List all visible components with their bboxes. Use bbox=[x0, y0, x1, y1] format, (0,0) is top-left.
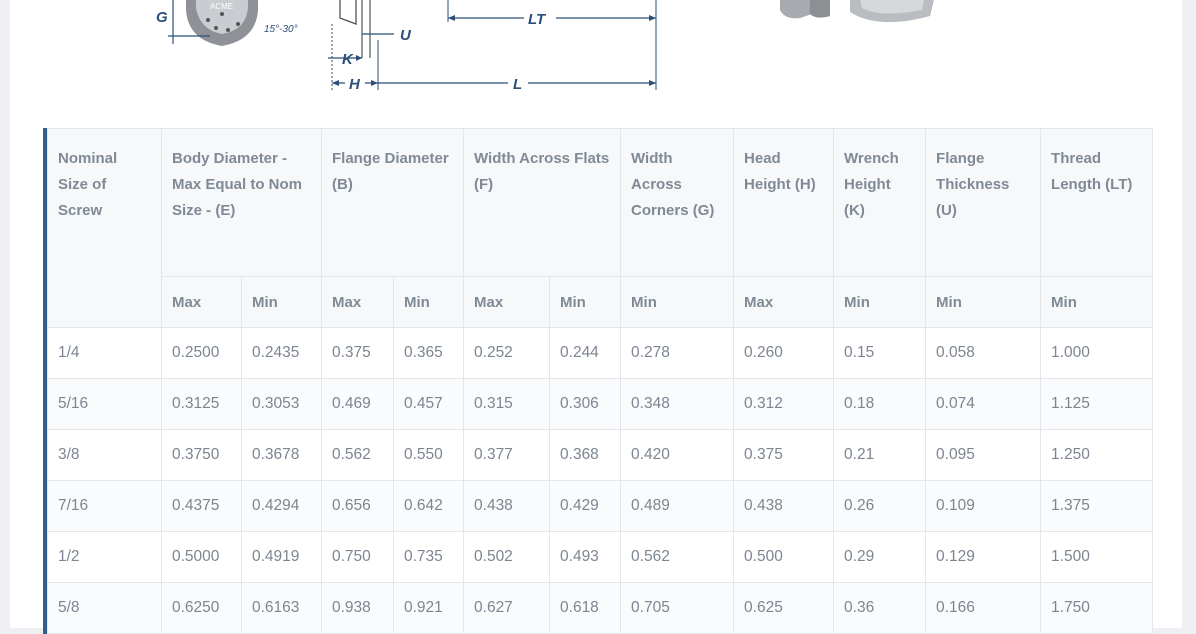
table-cell: 0.656 bbox=[322, 481, 394, 532]
table-cell: 0.368 bbox=[550, 430, 621, 481]
column-subheader: Min bbox=[834, 277, 926, 328]
nominal-size-cell: 5/8 bbox=[48, 583, 162, 634]
table-cell: 0.058 bbox=[926, 328, 1041, 379]
table-cell: 0.420 bbox=[621, 430, 734, 481]
table-cell: 0.438 bbox=[464, 481, 550, 532]
table-cell: 1.500 bbox=[1041, 532, 1153, 583]
table-cell: 0.6250 bbox=[162, 583, 242, 634]
label-l: L bbox=[513, 76, 523, 93]
column-subheader: Min bbox=[394, 277, 464, 328]
table-cell: 1.375 bbox=[1041, 481, 1153, 532]
table-cell: 0.260 bbox=[734, 328, 834, 379]
screw-photo bbox=[780, 0, 934, 22]
label-k: K bbox=[342, 51, 353, 68]
table-cell: 0.377 bbox=[464, 430, 550, 481]
column-header: Wrench Height (K) bbox=[834, 129, 926, 277]
table-cell: 0.4919 bbox=[242, 532, 322, 583]
table-cell: 0.348 bbox=[621, 379, 734, 430]
page bbox=[10, 0, 1182, 628]
column-subheader: Max bbox=[322, 277, 394, 328]
nominal-size-cell: 7/16 bbox=[48, 481, 162, 532]
dimension-lt bbox=[448, 0, 656, 28]
nominal-size-cell: 5/16 bbox=[48, 379, 162, 430]
table-cell: 0.3678 bbox=[242, 430, 322, 481]
table-cell: 0.493 bbox=[550, 532, 621, 583]
table-cell: 0.625 bbox=[734, 583, 834, 634]
column-header: Body Diameter - Max Equal to Nom Size - (E) bbox=[162, 129, 322, 277]
table-cell: 0.306 bbox=[550, 379, 621, 430]
table-cell: 1.000 bbox=[1041, 328, 1153, 379]
table-cell: 0.750 bbox=[322, 532, 394, 583]
table-cell: 0.429 bbox=[550, 481, 621, 532]
column-subheader: Min bbox=[621, 277, 734, 328]
column-header: Thread Length (LT) bbox=[1041, 129, 1153, 277]
column-subheader: Max bbox=[162, 277, 242, 328]
header-row bbox=[48, 129, 1153, 277]
table-cell: 0.095 bbox=[926, 430, 1041, 481]
table-cell: 0.315 bbox=[464, 379, 550, 430]
column-header: Nominal Size of Screw bbox=[48, 129, 162, 328]
label-angle: 15°-30° bbox=[264, 24, 298, 35]
table-cell: 0.921 bbox=[394, 583, 464, 634]
column-header: Flange Thickness (U) bbox=[926, 129, 1041, 277]
nominal-size-cell: 1/4 bbox=[48, 328, 162, 379]
table-cell: 0.36 bbox=[834, 583, 926, 634]
table-cell: 0.469 bbox=[322, 379, 394, 430]
table-cell: 1.125 bbox=[1041, 379, 1153, 430]
table-cell: 0.365 bbox=[394, 328, 464, 379]
column-header: Head Height (H) bbox=[734, 129, 834, 277]
table-row bbox=[48, 583, 1153, 634]
table-row bbox=[48, 379, 1153, 430]
table-cell: 0.109 bbox=[926, 481, 1041, 532]
column-subheader: Min bbox=[1041, 277, 1153, 328]
column-subheader: Min bbox=[242, 277, 322, 328]
table-cell: 0.457 bbox=[394, 379, 464, 430]
table-cell: 0.4294 bbox=[242, 481, 322, 532]
table-cell: 0.312 bbox=[734, 379, 834, 430]
table-cell: 0.642 bbox=[394, 481, 464, 532]
column-header: Width Across Corners (G) bbox=[621, 129, 734, 277]
table-row bbox=[48, 532, 1153, 583]
table-cell: 1.750 bbox=[1041, 583, 1153, 634]
label-h: H bbox=[349, 76, 360, 93]
flange-screw-dimensions-table bbox=[47, 128, 1153, 634]
column-subheader: Min bbox=[926, 277, 1041, 328]
column-header: Width Across Flats (F) bbox=[464, 129, 621, 277]
head-marking: ACME bbox=[210, 2, 234, 11]
table-cell: 0.627 bbox=[464, 583, 550, 634]
table-row bbox=[48, 328, 1153, 379]
column-subheader: Min bbox=[550, 277, 621, 328]
screw-head-front-view bbox=[186, 0, 258, 46]
label-u: U bbox=[400, 27, 411, 44]
table-cell: 0.3125 bbox=[162, 379, 242, 430]
table-cell: 0.735 bbox=[394, 532, 464, 583]
table-cell: 0.278 bbox=[621, 328, 734, 379]
screw-dimension-diagram bbox=[10, 0, 1182, 118]
table-cell: 0.618 bbox=[550, 583, 621, 634]
table-cell: 0.500 bbox=[734, 532, 834, 583]
column-subheader: Max bbox=[734, 277, 834, 328]
table-cell: 1.250 bbox=[1041, 430, 1153, 481]
table-cell: 0.4375 bbox=[162, 481, 242, 532]
table-body bbox=[48, 328, 1153, 634]
column-subheader: Max bbox=[464, 277, 550, 328]
table-cell: 0.29 bbox=[834, 532, 926, 583]
nominal-size-cell: 3/8 bbox=[48, 430, 162, 481]
table-cell: 0.705 bbox=[621, 583, 734, 634]
table-cell: 0.21 bbox=[834, 430, 926, 481]
subheader-row bbox=[48, 277, 1153, 328]
table-cell: 0.18 bbox=[834, 379, 926, 430]
table-cell: 0.2500 bbox=[162, 328, 242, 379]
table-cell: 0.938 bbox=[322, 583, 394, 634]
table-cell: 0.244 bbox=[550, 328, 621, 379]
dimension-k bbox=[328, 51, 362, 68]
table-cell: 0.2435 bbox=[242, 328, 322, 379]
table-cell: 0.3750 bbox=[162, 430, 242, 481]
table-cell: 0.562 bbox=[621, 532, 734, 583]
table-cell: 0.562 bbox=[322, 430, 394, 481]
table-cell: 0.15 bbox=[834, 328, 926, 379]
table-cell: 0.3053 bbox=[242, 379, 322, 430]
table-cell: 0.375 bbox=[322, 328, 394, 379]
dimensions-table-container bbox=[43, 128, 1156, 634]
dimension-h-l bbox=[332, 0, 656, 93]
table-cell: 0.166 bbox=[926, 583, 1041, 634]
table-cell: 0.550 bbox=[394, 430, 464, 481]
label-lt: LT bbox=[528, 11, 546, 28]
table-cell: 0.489 bbox=[621, 481, 734, 532]
table-row bbox=[48, 481, 1153, 532]
table-cell: 0.438 bbox=[734, 481, 834, 532]
table-cell: 0.252 bbox=[464, 328, 550, 379]
table-cell: 0.5000 bbox=[162, 532, 242, 583]
table-cell: 0.074 bbox=[926, 379, 1041, 430]
label-g: G bbox=[156, 9, 168, 26]
table-row bbox=[48, 430, 1153, 481]
table-cell: 0.502 bbox=[464, 532, 550, 583]
table-cell: 0.6163 bbox=[242, 583, 322, 634]
table-cell: 0.129 bbox=[926, 532, 1041, 583]
nominal-size-cell: 1/2 bbox=[48, 532, 162, 583]
table-cell: 0.375 bbox=[734, 430, 834, 481]
table-cell: 0.26 bbox=[834, 481, 926, 532]
column-header: Flange Diameter (B) bbox=[322, 129, 464, 277]
